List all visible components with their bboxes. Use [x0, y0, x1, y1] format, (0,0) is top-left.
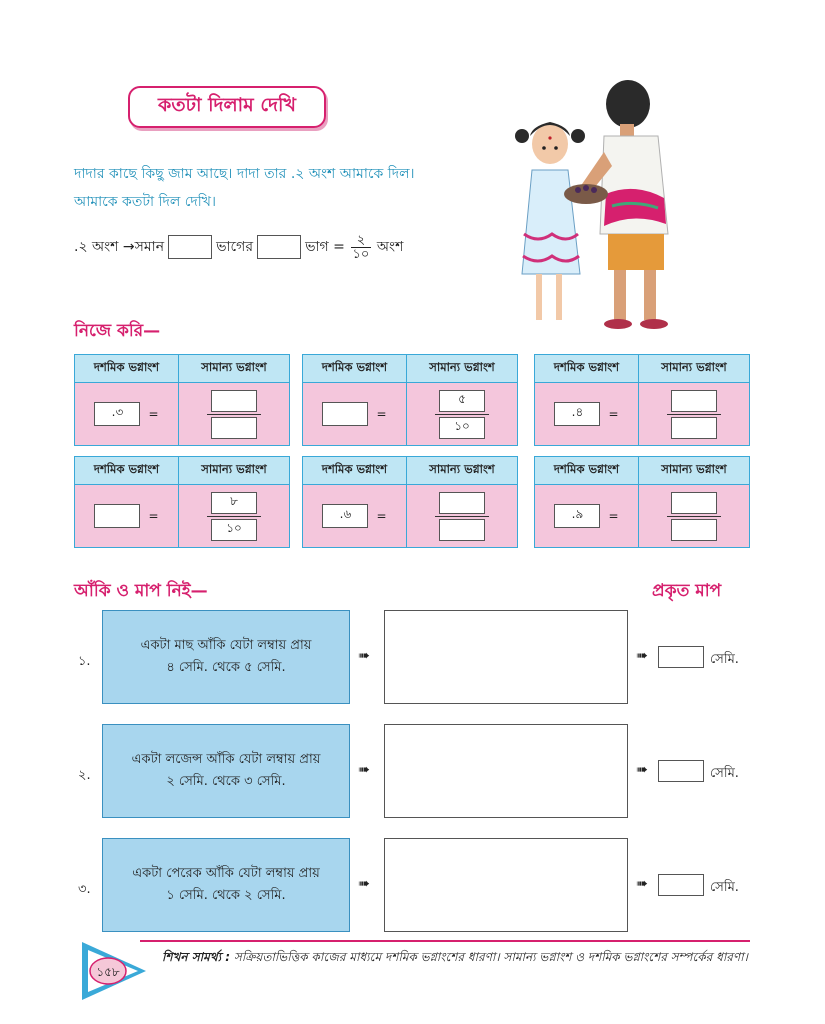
fraction-card-3 — [534, 354, 750, 446]
arrow-icon: ➠ — [358, 762, 370, 778]
task-number: ১. — [78, 654, 91, 669]
task-line-2: ৪ সেমি. থেকে ৫ সেমি. — [166, 660, 286, 675]
task-instruction — [102, 610, 350, 704]
equation-prefix: .২ অংশ →সমান — [74, 239, 165, 255]
arrow-icon: ➠ — [636, 648, 648, 664]
learning-outcome — [162, 946, 752, 968]
denominator-box[interactable]: ১০ — [211, 519, 257, 541]
task-line-2: ১ সেমি. থেকে ২ সেমি. — [166, 888, 286, 903]
page-title: কতটা দিলাম দেখি — [128, 86, 326, 128]
denominator-box[interactable]: ১০ — [439, 417, 485, 439]
numerator-box[interactable] — [211, 390, 257, 412]
header-common: সামান্য ভগ্নাংশ — [661, 462, 727, 476]
equals-sign: = — [608, 407, 619, 421]
arrow-icon: ➠ — [358, 648, 370, 664]
section-do-yourself-title: নিজে করি— — [74, 321, 161, 341]
header-decimal: দশমিক ভগ্নাংশ — [535, 355, 639, 382]
denominator-box[interactable] — [671, 519, 717, 541]
unit-label: সেমি. — [710, 652, 739, 667]
task-line-2: ২ সেমি. থেকে ৩ সেমি. — [166, 774, 286, 789]
drawing-area[interactable] — [384, 610, 628, 704]
learning-outcome-text: সক্রিয়তাভিত্তিক কাজের মাধ্যমে দশমিক ভগ্নাংশের ধারণা। সামান্য ভগ্নাংশ ও দশমিক ভগ্নাংশের সম্পর্কের ধারণা। — [233, 950, 748, 964]
equals-sign: = — [148, 509, 159, 523]
numerator-box[interactable]: ৮ — [211, 492, 257, 514]
equation-suffix: অংশ — [376, 239, 404, 255]
page-number-badge — [80, 940, 148, 1002]
equation-blank-1[interactable] — [168, 235, 212, 259]
header-decimal: দশমিক ভগ্নাংশ — [75, 355, 179, 382]
numerator-box[interactable] — [671, 492, 717, 514]
fraction-card-2 — [302, 354, 518, 446]
page-number: ১৫৮ — [96, 965, 120, 979]
task-instruction — [102, 838, 350, 932]
equation-fraction — [351, 234, 371, 261]
unit-label: সেমি. — [710, 766, 739, 781]
equals-sign: = — [376, 509, 387, 523]
decimal-value-box[interactable]: .৬ — [322, 504, 368, 528]
decimal-value-box[interactable]: .৩ — [94, 402, 140, 426]
header-common: সামান্য ভগ্নাংশ — [429, 462, 495, 476]
fraction-card-1 — [74, 354, 290, 446]
task-line-1: একটা পেরেক আঁকি যেটা লম্বায় প্রায় — [132, 866, 320, 881]
equation-after: ভাগ = — [305, 239, 345, 255]
fraction-card-4 — [74, 456, 290, 548]
numerator-box[interactable] — [671, 390, 717, 412]
equals-sign: = — [608, 509, 619, 523]
denominator-box[interactable] — [439, 519, 485, 541]
intro-line-2: আমাকে কতটা দিল দেখি। — [74, 194, 216, 210]
decimal-value-box[interactable]: .৯ — [554, 504, 600, 528]
decimal-value-box[interactable] — [322, 402, 368, 426]
arrow-icon: ➠ — [636, 876, 648, 892]
numerator-box[interactable]: ৫ — [439, 390, 485, 412]
header-common: সামান্য ভগ্নাংশ — [201, 462, 267, 476]
task-instruction — [102, 724, 350, 818]
section-draw-measure-title: আঁকি ও মাপ নিই— — [74, 581, 208, 601]
header-common: সামান্য ভগ্নাংশ — [661, 360, 727, 374]
task-line-1: একটা লজেন্স আঁকি যেটা লম্বায় প্রায় — [131, 752, 321, 767]
task-number: ২. — [78, 768, 91, 783]
denominator-box[interactable] — [211, 417, 257, 439]
equation-frac-den: ১০ — [352, 246, 370, 262]
fraction-card-6 — [534, 456, 750, 548]
actual-measure-heading: প্রকৃত মাপ — [652, 581, 722, 601]
decimal-value-box[interactable]: .৪ — [554, 402, 600, 426]
measurement-input[interactable] — [658, 874, 704, 896]
drawing-area[interactable] — [384, 724, 628, 818]
intro-line-1: দাদার কাছে কিছু জাম আছে। দাদা তার .২ অংশ আমাকে দিল। — [74, 166, 415, 182]
equals-sign: = — [148, 407, 159, 421]
drawing-area[interactable] — [384, 838, 628, 932]
header-decimal: দশমিক ভগ্নাংশ — [303, 457, 407, 484]
numerator-box[interactable] — [439, 492, 485, 514]
equals-sign: = — [376, 407, 387, 421]
equation-line — [74, 234, 403, 260]
equation-blank-2[interactable] — [257, 235, 301, 259]
task-line-1: একটা মাছ আঁকি যেটা লম্বায় প্রায় — [140, 638, 312, 653]
decimal-value-box[interactable] — [94, 504, 140, 528]
measurement-input[interactable] — [658, 760, 704, 782]
unit-label: সেমি. — [710, 880, 739, 895]
arrow-icon: ➠ — [636, 762, 648, 778]
fraction-card-5 — [302, 456, 518, 548]
measurement-input[interactable] — [658, 646, 704, 668]
learning-outcome-label: শিখন সামর্থ্য : — [162, 950, 231, 964]
footer-divider — [140, 940, 750, 942]
denominator-box[interactable] — [671, 417, 717, 439]
arrow-icon: ➠ — [358, 876, 370, 892]
header-common: সামান্য ভগ্নাংশ — [201, 360, 267, 374]
children-illustration — [508, 74, 698, 338]
equation-mid: ভাগের — [216, 239, 254, 255]
task-number: ৩. — [78, 882, 91, 897]
header-common: সামান্য ভগ্নাংশ — [429, 360, 495, 374]
header-decimal: দশমিক ভগ্নাংশ — [535, 457, 639, 484]
header-decimal: দশমিক ভগ্নাংশ — [303, 355, 407, 382]
equation-frac-num: ২ — [356, 232, 366, 248]
header-decimal: দশমিক ভগ্নাংশ — [75, 457, 179, 484]
